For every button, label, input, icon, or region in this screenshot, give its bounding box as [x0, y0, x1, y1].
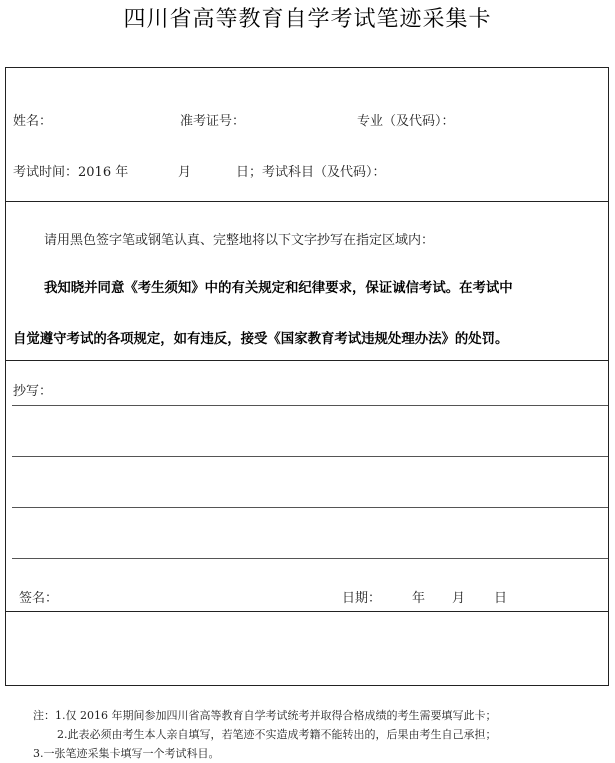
exam-time-label: 考试时间：2016 年: [13, 165, 129, 180]
note-line-2: 2.此表必须由考生本人亲自填写，若笔迹不实造成考籍不能转出的，后果由考生自己承担；: [57, 728, 497, 741]
divider: [6, 201, 608, 202]
exam-subject-label: 日；考试科目（及代码）：: [236, 165, 386, 180]
copy-label: 抄写：: [13, 384, 53, 399]
major-label: 专业（及代码）：: [357, 114, 455, 129]
instruction-text: 请用黑色签字笔或钢笔认真、完整地将以下文字抄写在指定区域内：: [44, 233, 435, 248]
date-year-label: 年: [412, 591, 426, 606]
copy-writing-line[interactable]: [12, 456, 608, 457]
name-label: 姓名：: [13, 114, 53, 129]
note-line-3: 3.一张笔迹采集卡填写一个考试科目。: [33, 747, 220, 760]
divider: [6, 360, 608, 361]
signature-area[interactable]: [6, 612, 608, 685]
copy-writing-line[interactable]: [12, 507, 608, 508]
exam-month-label: 月: [178, 165, 192, 180]
date-month-label: 月: [452, 591, 466, 606]
collection-card: [5, 67, 609, 686]
copy-writing-line[interactable]: [12, 558, 608, 559]
date-label: 日期：: [342, 591, 382, 606]
note-line-1: 注：1.仅 2016 年期间参加四川省高等教育自学考试统考并取得合格成绩的考生需要填写此卡；: [33, 709, 497, 722]
exam-number-label: 准考证号：: [180, 114, 246, 129]
pledge-line-2: 自觉遵守考试的各项规定，如有违反，接受《国家教育考试违规处理办法》的处罚。: [13, 331, 509, 347]
date-day-label: 日: [494, 591, 508, 606]
signature-label: 签名：: [19, 591, 59, 606]
page-title: 四川省高等教育自学考试笔迹采集卡: [123, 7, 492, 32]
pledge-line-1: 我知晓并同意《考生须知》中的有关规定和纪律要求，保证诚信考试。在考试中: [44, 280, 513, 296]
copy-writing-line[interactable]: [12, 405, 608, 406]
